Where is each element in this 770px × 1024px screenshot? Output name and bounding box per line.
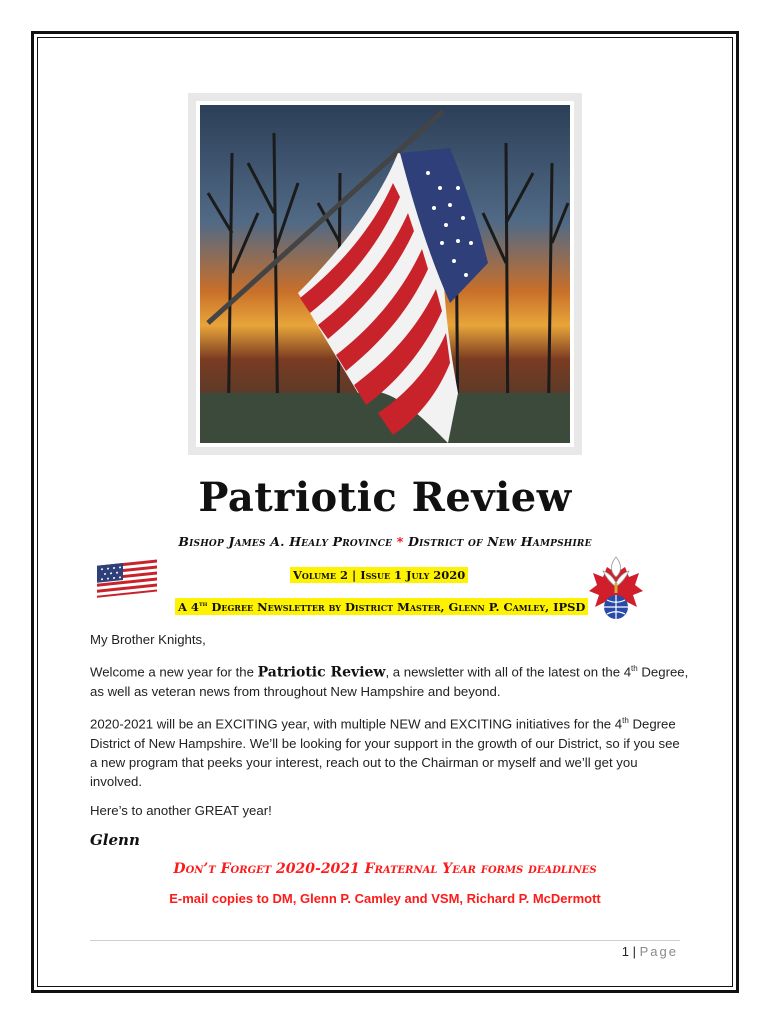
degree-suffix: Degree Newsletter by District Master, Glenn P. Camley, IPSD — [207, 599, 586, 614]
signature: Glenn — [90, 831, 140, 849]
newsletter-title: Patriotic Review — [198, 474, 572, 521]
footer-divider — [90, 940, 680, 941]
greeting: My Brother Knights, — [90, 632, 206, 647]
province-name: Bishop James A. Healy Province — [178, 534, 393, 549]
degree-sup: th — [198, 599, 208, 608]
p2-text-b: Degree District of New Hampshire. We’ll be looking for your support in the growth of our District, so if you see a new program that peeks your interest, reach out to the Chairman or myself and we’ll get you involved. — [90, 716, 680, 789]
p2-sup: th — [622, 716, 629, 726]
subtitle-separator: * — [396, 534, 404, 549]
p1-text-a: Welcome a new year for the — [90, 664, 258, 680]
p1-text-b: , a newsletter with all of the latest on the 4 — [385, 664, 632, 680]
p1-sup: th — [631, 664, 638, 673]
hero-flag-photo — [188, 93, 582, 455]
us-flag-icon — [95, 558, 159, 598]
page-separator: | — [629, 944, 640, 959]
deadline-heading: Don’t Forget 2020-2021 Fraternal Year forms deadlines — [173, 861, 597, 877]
fourth-degree-emblem-icon — [585, 553, 647, 629]
page-label: Page — [639, 944, 678, 959]
page-number: 1 — [621, 944, 630, 959]
letter-body — [90, 630, 690, 830]
degree-newsletter-banner — [175, 598, 588, 615]
paragraph-exciting-year — [90, 711, 690, 790]
p1-text-c: Degree, as well as veteran news from throughout New Hampshire and beyond. — [90, 664, 689, 700]
district-name: District of New Hampshire — [408, 534, 592, 549]
degree-prefix: A 4 — [178, 599, 199, 614]
newsletter-subtitle — [0, 534, 770, 549]
newsletter-name-inline: Patriotic Review — [257, 664, 386, 681]
p2-text-a: 2020-2021 will be an EXCITING year, with multiple NEW and EXCITING initiatives for the 4 — [90, 716, 623, 732]
paragraph-toast: Here’s to another GREAT year! — [90, 802, 272, 818]
volume-issue-banner: Volume 2 | Issue 1 July 2020 — [290, 567, 468, 583]
deadline-instructions: E-mail copies to DM, Glenn P. Camley and VSM, Richard P. McDermott — [169, 891, 601, 906]
paragraph-welcome — [90, 659, 690, 701]
page-number-footer — [560, 944, 678, 959]
